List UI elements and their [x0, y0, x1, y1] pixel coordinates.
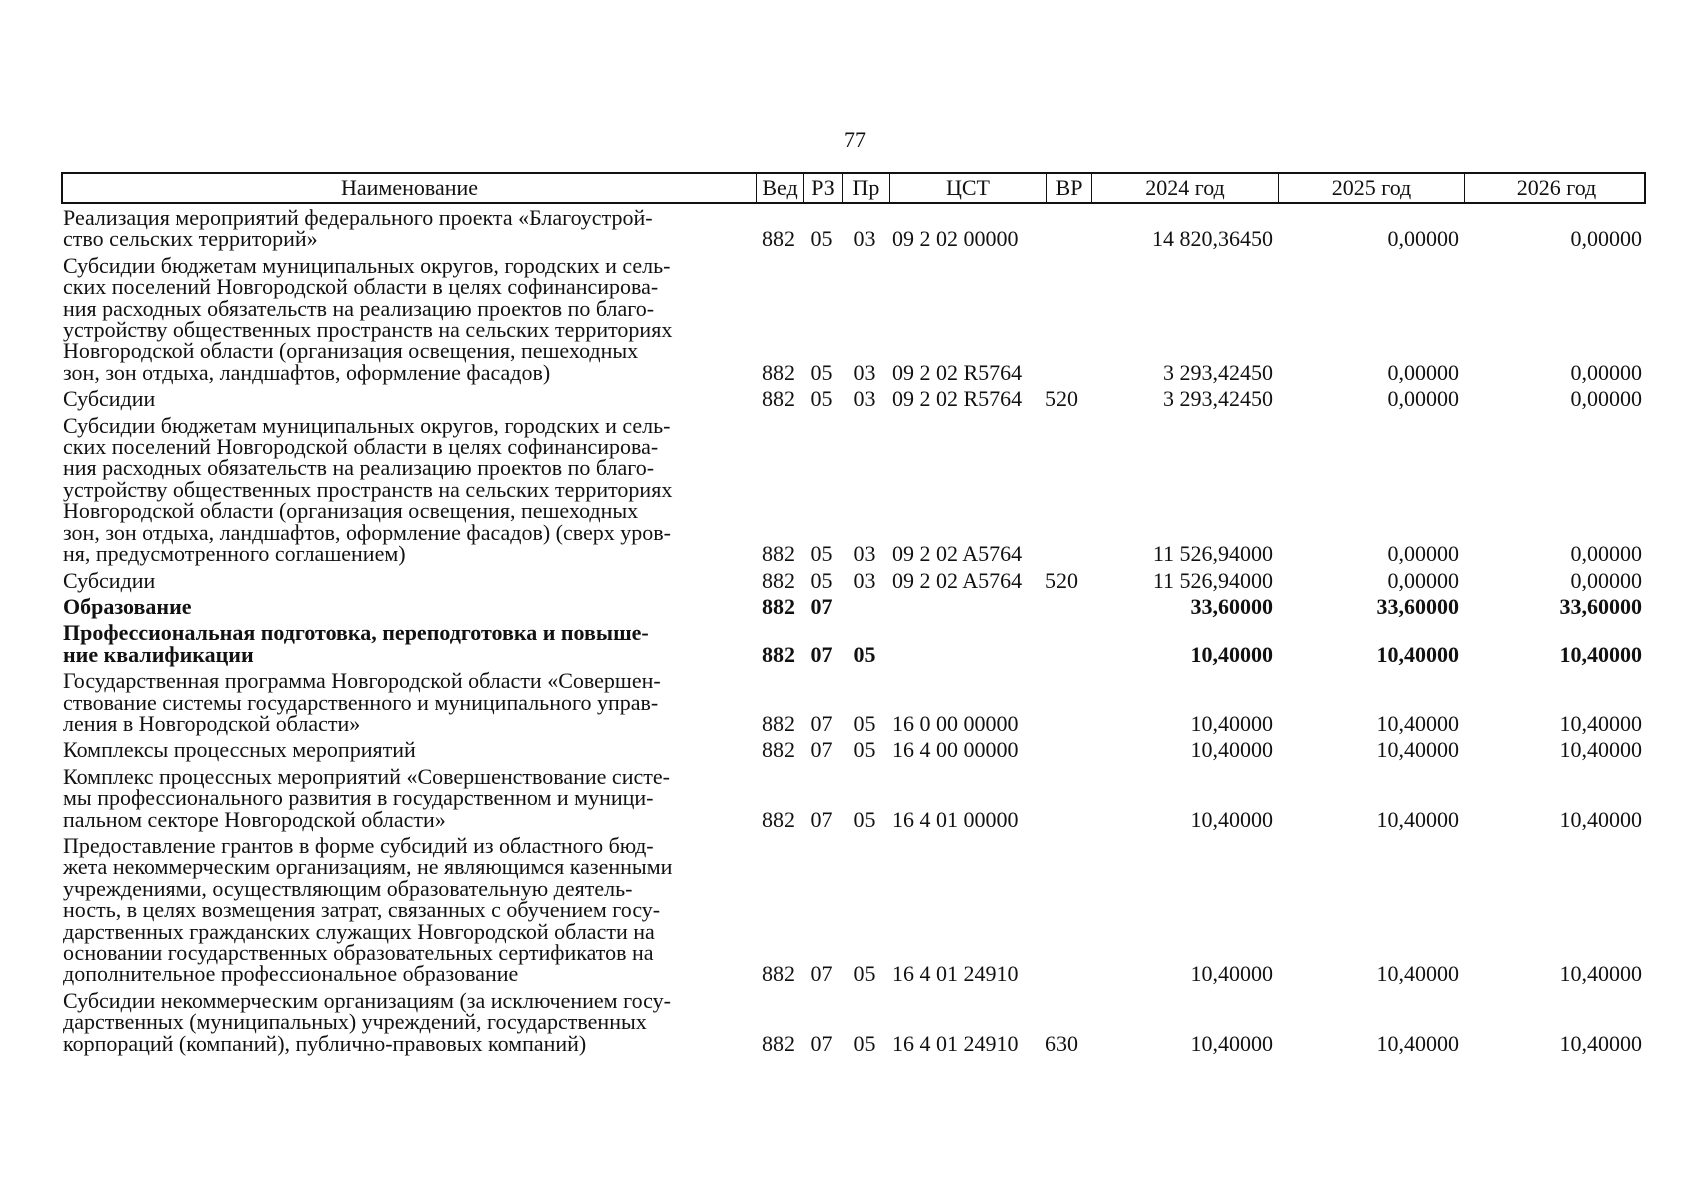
row-ved: 882 [762, 567, 795, 593]
row-cst: 09 2 02 R5764 [892, 359, 1023, 385]
row-cst: 09 2 02 R5764 [892, 386, 1023, 412]
row-name [61, 593, 755, 619]
row-name-line: ня, предусмотренного соглашением) [63, 541, 406, 567]
row-name-line: Субсидии [63, 386, 156, 412]
row-2025: 0,00000 [1387, 567, 1459, 593]
row-vr: 520 [1045, 386, 1078, 412]
row-rz: 05 [810, 541, 833, 567]
row-name-line: ния расходных обязательств на реализацию проектов по благо- [63, 455, 655, 481]
row-2024: 3 293,42450 [1163, 386, 1273, 412]
row-pr: 05 [853, 710, 876, 736]
table-row [61, 737, 1646, 763]
row-pr: 03 [853, 541, 876, 567]
table-row [61, 832, 1646, 987]
header-cst: ЦСТ [890, 174, 1047, 202]
table-row [61, 622, 1646, 665]
row-name [61, 207, 755, 250]
row-rz: 07 [810, 641, 833, 667]
table-row [61, 987, 1646, 1056]
row-name [61, 622, 755, 665]
row-pr: 03 [853, 226, 876, 252]
row-cst: 09 2 02 A5764 [892, 567, 1023, 593]
budget-table [61, 172, 1646, 1054]
table-row [61, 763, 1646, 832]
row-rz: 05 [810, 226, 833, 252]
header-vr: ВР [1047, 174, 1092, 202]
header-2024: 2024 год [1092, 174, 1279, 202]
row-name-line: Профессиональная подготовка, переподготовка и повыше- [63, 620, 649, 646]
row-cst: 16 4 01 24910 [892, 961, 1019, 987]
row-name-line: учреждениями, осуществляющим образовательную деятель- [63, 875, 633, 901]
row-2026: 10,40000 [1559, 1030, 1642, 1056]
row-cst: 09 2 02 A5764 [892, 541, 1023, 567]
row-2025: 0,00000 [1387, 359, 1459, 385]
row-2024: 11 526,94000 [1152, 567, 1273, 593]
table-row [61, 207, 1646, 250]
header-2026: 2026 год [1516, 175, 1597, 200]
header-2025: 2025 год [1279, 174, 1465, 202]
row-2025: 0,00000 [1387, 226, 1459, 252]
row-2025: 10,40000 [1376, 961, 1459, 987]
row-2024: 10,40000 [1190, 806, 1273, 832]
row-cst: 16 4 00 00000 [892, 737, 1019, 763]
row-name-line: Комплекс процессных мероприятий «Совершенствование систе- [63, 763, 670, 789]
row-name-line: жета некоммерческим организациям, не являющимся казенными [63, 854, 673, 880]
row-cst: 16 4 01 00000 [892, 806, 1019, 832]
row-name-line: зон, зон отдыха, ландшафтов, оформление фасадов) (сверх уров- [63, 519, 671, 545]
table-row [61, 593, 1646, 619]
row-rz: 07 [810, 593, 833, 619]
row-2025: 10,40000 [1376, 737, 1459, 763]
row-name-line: ления в Новгородской области» [63, 710, 361, 736]
row-name-line: дарственных гражданских служащих Новгородской области на [63, 918, 655, 944]
row-rz: 05 [810, 386, 833, 412]
row-cst: 16 0 00 00000 [892, 710, 1019, 736]
row-2025: 10,40000 [1376, 806, 1459, 832]
row-name-line: Реализация мероприятий федерального проекта «Благоустрой- [63, 205, 653, 230]
row-2024: 33,60000 [1190, 593, 1273, 619]
row-name-line: мы профессионального развития в государственном и муници- [63, 785, 654, 811]
row-rz: 07 [810, 806, 833, 832]
row-name-line: Предоставление грантов в форме субсидий из областного бюд- [63, 832, 654, 858]
row-name-line: ния расходных обязательств на реализацию проектов по благо- [63, 295, 655, 321]
row-2026: 0,00000 [1570, 541, 1642, 567]
row-2026: 0,00000 [1570, 386, 1642, 412]
row-2025: 10,40000 [1376, 710, 1459, 736]
row-2026: 10,40000 [1559, 737, 1642, 763]
row-vr: 630 [1045, 1030, 1078, 1056]
row-pr: 05 [853, 641, 876, 667]
row-2025: 0,00000 [1387, 386, 1459, 412]
row-2025: 10,40000 [1376, 1030, 1459, 1056]
table-row [61, 567, 1646, 593]
row-name [61, 386, 755, 412]
row-name-line: Новгородской области (организация освещения, пешеходных [63, 338, 639, 364]
row-ved: 882 [762, 961, 795, 987]
row-2026: 10,40000 [1559, 710, 1642, 736]
row-name-line: Образование [63, 593, 192, 619]
row-name [61, 987, 755, 1056]
row-vr: 520 [1045, 567, 1078, 593]
row-name [61, 832, 755, 987]
row-2024: 10,40000 [1190, 641, 1273, 667]
row-name-line: основании государственных образовательных сертификатов на [63, 940, 654, 965]
row-name-line: устройству общественных пространств на сельских территориях [63, 317, 673, 343]
row-ved: 882 [762, 806, 795, 832]
row-name-line: Субсидии [63, 567, 156, 593]
header-pr: Пр [843, 174, 890, 202]
header-ved: Вед [757, 174, 804, 202]
table-row [61, 252, 1646, 385]
row-name-line: ние квалификации [63, 641, 254, 667]
row-2024: 10,40000 [1190, 710, 1273, 736]
row-pr: 05 [853, 961, 876, 987]
table-row [61, 670, 1646, 734]
row-name-line: Субсидии некоммерческим организациям (за исключением госу- [63, 987, 671, 1013]
row-name-line: пальном секторе Новгородской области» [63, 806, 446, 832]
page-number: 77 [844, 127, 866, 152]
row-name [61, 412, 755, 567]
row-rz: 07 [810, 737, 833, 763]
row-ved: 882 [762, 541, 795, 567]
row-name-line: ских поселений Новгородской области в целях софинансирова- [63, 434, 659, 460]
row-pr: 05 [853, 1030, 876, 1056]
row-name-line: дополнительное профессиональное образование [63, 961, 519, 987]
row-rz: 05 [810, 567, 833, 593]
row-ved: 882 [762, 641, 795, 667]
row-name [61, 737, 755, 763]
row-name-line: зон, зон отдыха, ландшафтов, оформление фасадов) [63, 359, 551, 385]
row-name-line: Новгородской области (организация освещения, пешеходных [63, 498, 639, 524]
row-pr: 03 [853, 567, 876, 593]
row-pr: 03 [853, 386, 876, 412]
row-name [61, 252, 755, 385]
row-2024: 10,40000 [1190, 737, 1273, 763]
row-name-line: Комплексы процессных мероприятий [63, 737, 416, 763]
row-cst: 16 4 01 24910 [892, 1030, 1019, 1056]
row-ved: 882 [762, 737, 795, 763]
row-name-line: Субсидии бюджетам муниципальных округов, городских и сель- [63, 252, 671, 278]
row-name-line: ство сельских территорий» [63, 226, 318, 252]
table-body [61, 207, 1646, 1054]
row-name [61, 567, 755, 593]
row-2024: 11 526,94000 [1152, 541, 1273, 567]
row-name [61, 763, 755, 832]
row-2026: 10,40000 [1559, 641, 1642, 667]
row-2024: 3 293,42450 [1163, 359, 1273, 385]
row-2025: 10,40000 [1376, 641, 1459, 667]
row-2026: 0,00000 [1570, 226, 1642, 252]
row-2026: 0,00000 [1570, 359, 1642, 385]
row-2024: 10,40000 [1190, 961, 1273, 987]
row-2025: 0,00000 [1387, 541, 1459, 567]
row-name-line: Государственная программа Новгородской области «Совершен- [63, 668, 661, 694]
row-pr: 05 [853, 737, 876, 763]
row-name-line: ность, в целях возмещения затрат, связанных с обучением госу- [63, 897, 661, 923]
row-pr: 05 [853, 806, 876, 832]
row-2026: 10,40000 [1559, 961, 1642, 987]
table-row [61, 412, 1646, 567]
row-name-line: Субсидии бюджетам муниципальных округов, городских и сель- [63, 412, 671, 438]
table-header [61, 172, 1646, 204]
row-name-line: ствование системы государственного и муниципального управ- [63, 689, 659, 715]
header-name: Наименование [63, 174, 757, 202]
row-ved: 882 [762, 386, 795, 412]
row-name [61, 670, 755, 734]
row-2026: 10,40000 [1559, 806, 1642, 832]
row-2026: 33,60000 [1559, 593, 1642, 619]
row-name-line: дарственных (муниципальных) учреждений, государственных [63, 1009, 647, 1035]
row-ved: 882 [762, 1030, 795, 1056]
row-rz: 07 [810, 961, 833, 987]
row-ved: 882 [762, 359, 795, 385]
row-name-line: устройству общественных пространств на сельских территориях [63, 476, 673, 502]
row-name-line: корпораций (компаний), публично-правовых компаний) [63, 1030, 587, 1056]
row-cst: 09 2 02 00000 [892, 226, 1019, 252]
row-2026: 0,00000 [1570, 567, 1642, 593]
row-ved: 882 [762, 226, 795, 252]
header-rz: РЗ [804, 174, 843, 202]
row-2025: 33,60000 [1376, 593, 1459, 619]
row-rz: 07 [810, 710, 833, 736]
row-2024: 10,40000 [1190, 1030, 1273, 1056]
row-name-line: ских поселений Новгородской области в целях софинансирова- [63, 274, 659, 300]
table-row [61, 386, 1646, 412]
row-ved: 882 [762, 710, 795, 736]
row-rz: 07 [810, 1030, 833, 1056]
row-pr: 03 [853, 359, 876, 385]
row-ved: 882 [762, 593, 795, 619]
row-2024: 14 820,36450 [1152, 226, 1273, 252]
row-rz: 05 [810, 359, 833, 385]
